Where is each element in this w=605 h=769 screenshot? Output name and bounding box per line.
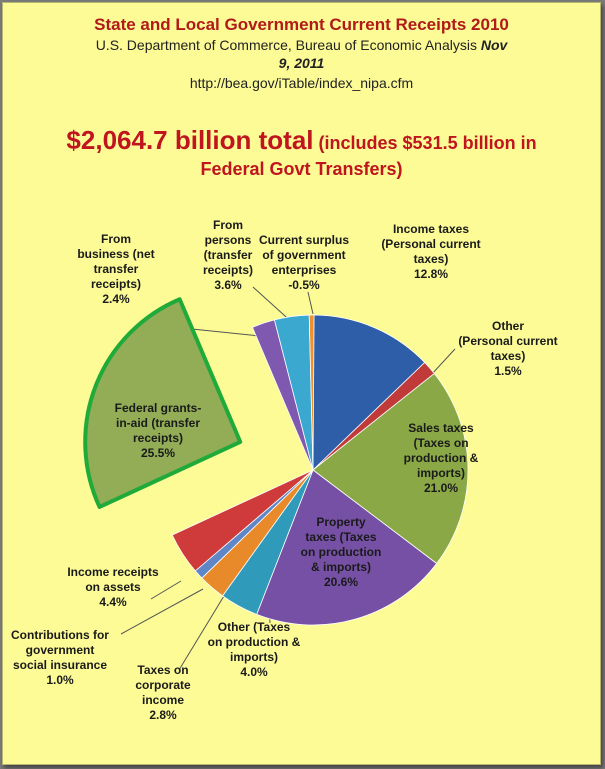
- source-url: http://bea.gov/iTable/index_nipa.cfm: [189, 75, 414, 91]
- chart-frame: [2, 2, 601, 765]
- slice-label-7: [2, 628, 120, 688]
- slice-label-line: -0.5%: [288, 278, 320, 292]
- slice-label-5: [199, 620, 309, 680]
- slice-label-4: [286, 515, 396, 590]
- slice-label-line: Other (Taxes: [217, 620, 291, 634]
- slice-label-line: taxes (Taxes: [305, 530, 377, 544]
- slice-label-line: government: [25, 643, 95, 657]
- source-date-a: Nov: [480, 37, 508, 53]
- slice-label-line: 25.5%: [140, 446, 176, 460]
- slice-label-line: 2.4%: [102, 292, 130, 306]
- slice-label-line: 4.0%: [240, 665, 268, 679]
- slice-label-line: Income taxes: [392, 222, 470, 236]
- slice-label-line: 4.4%: [99, 595, 127, 609]
- slice-label-line: 2.8%: [149, 708, 177, 722]
- total-note-b: Federal Govt Transfers): [200, 159, 403, 179]
- slice-label-line: on production &: [207, 635, 301, 649]
- source-date-b: 9, 2011: [278, 55, 325, 71]
- slice-label-line: receipts): [202, 263, 254, 277]
- slice-label-line: Other: [491, 319, 524, 333]
- slice-label-line: imports): [230, 650, 278, 664]
- slice-label-line: enterprises: [271, 263, 337, 277]
- slice-label-line: on assets: [85, 580, 141, 594]
- slice-label-line: in-aid (transfer: [115, 416, 200, 430]
- slice-label-line: 20.6%: [323, 575, 359, 589]
- slice-label-12: [249, 233, 359, 293]
- slice-label-line: persons: [204, 233, 252, 247]
- total-note-a: (includes $531.5 billion in: [318, 133, 537, 153]
- slice-label-line: (transfer: [203, 248, 253, 262]
- slice-label-line: Property: [316, 515, 366, 529]
- slice-label-line: 1.5%: [494, 364, 522, 378]
- slice-label-line: (Taxes on: [413, 436, 469, 450]
- slice-label-line: (Personal current: [381, 237, 481, 251]
- slice-label-line: receipts): [90, 277, 142, 291]
- slice-label-line: taxes): [490, 349, 526, 363]
- slice-label-6: [118, 663, 208, 723]
- slice-label-line: Sales taxes: [408, 421, 474, 435]
- slice-label-line: Current surplus: [258, 233, 349, 247]
- slice-label-10: [66, 232, 166, 307]
- slice-label-3: [386, 421, 496, 496]
- slice-label-line: production &: [403, 451, 479, 465]
- slice-label-line: of government: [262, 248, 346, 262]
- slice-label-line: taxes): [413, 252, 449, 266]
- slice-label-line: income: [141, 693, 184, 707]
- slice-label-line: transfer: [93, 262, 139, 276]
- slice-label-8: [58, 565, 168, 610]
- slice-label-line: imports): [417, 466, 465, 480]
- slice-label-line: & imports): [311, 560, 371, 574]
- total-main: $2,064.7 billion total: [66, 125, 314, 155]
- slice-label-line: business (net: [77, 247, 155, 261]
- slice-label-line: From: [213, 218, 243, 232]
- slice-label-line: receipts): [132, 431, 184, 445]
- slice-label-2: [448, 319, 568, 379]
- slice-label-line: 21.0%: [423, 481, 459, 495]
- slice-label-line: 3.6%: [214, 278, 242, 292]
- slice-label-line: Taxes on: [137, 663, 189, 677]
- slice-label-line: Contributions for: [11, 628, 109, 642]
- slice-label-line: social insurance: [12, 658, 108, 672]
- chart-title: State and Local Government Current Receipts 2010: [94, 15, 509, 34]
- slice-label-line: From: [101, 232, 131, 246]
- slice-label-line: Federal grants-: [114, 401, 202, 415]
- leader-line-12: [308, 292, 313, 314]
- slice-label-9: [93, 401, 223, 461]
- slice-label-line: 1.0%: [46, 673, 74, 687]
- slice-label-line: 12.8%: [413, 267, 449, 281]
- slice-label-line: Income receipts: [67, 565, 159, 579]
- slice-label-line: on production: [300, 545, 382, 559]
- source-prefix: U.S. Department of Commerce, Bureau of Economic Analysis: [95, 37, 477, 53]
- slice-label-1: [366, 222, 496, 282]
- slice-label-line: (Personal current: [458, 334, 558, 348]
- slice-label-line: corporate: [135, 678, 191, 692]
